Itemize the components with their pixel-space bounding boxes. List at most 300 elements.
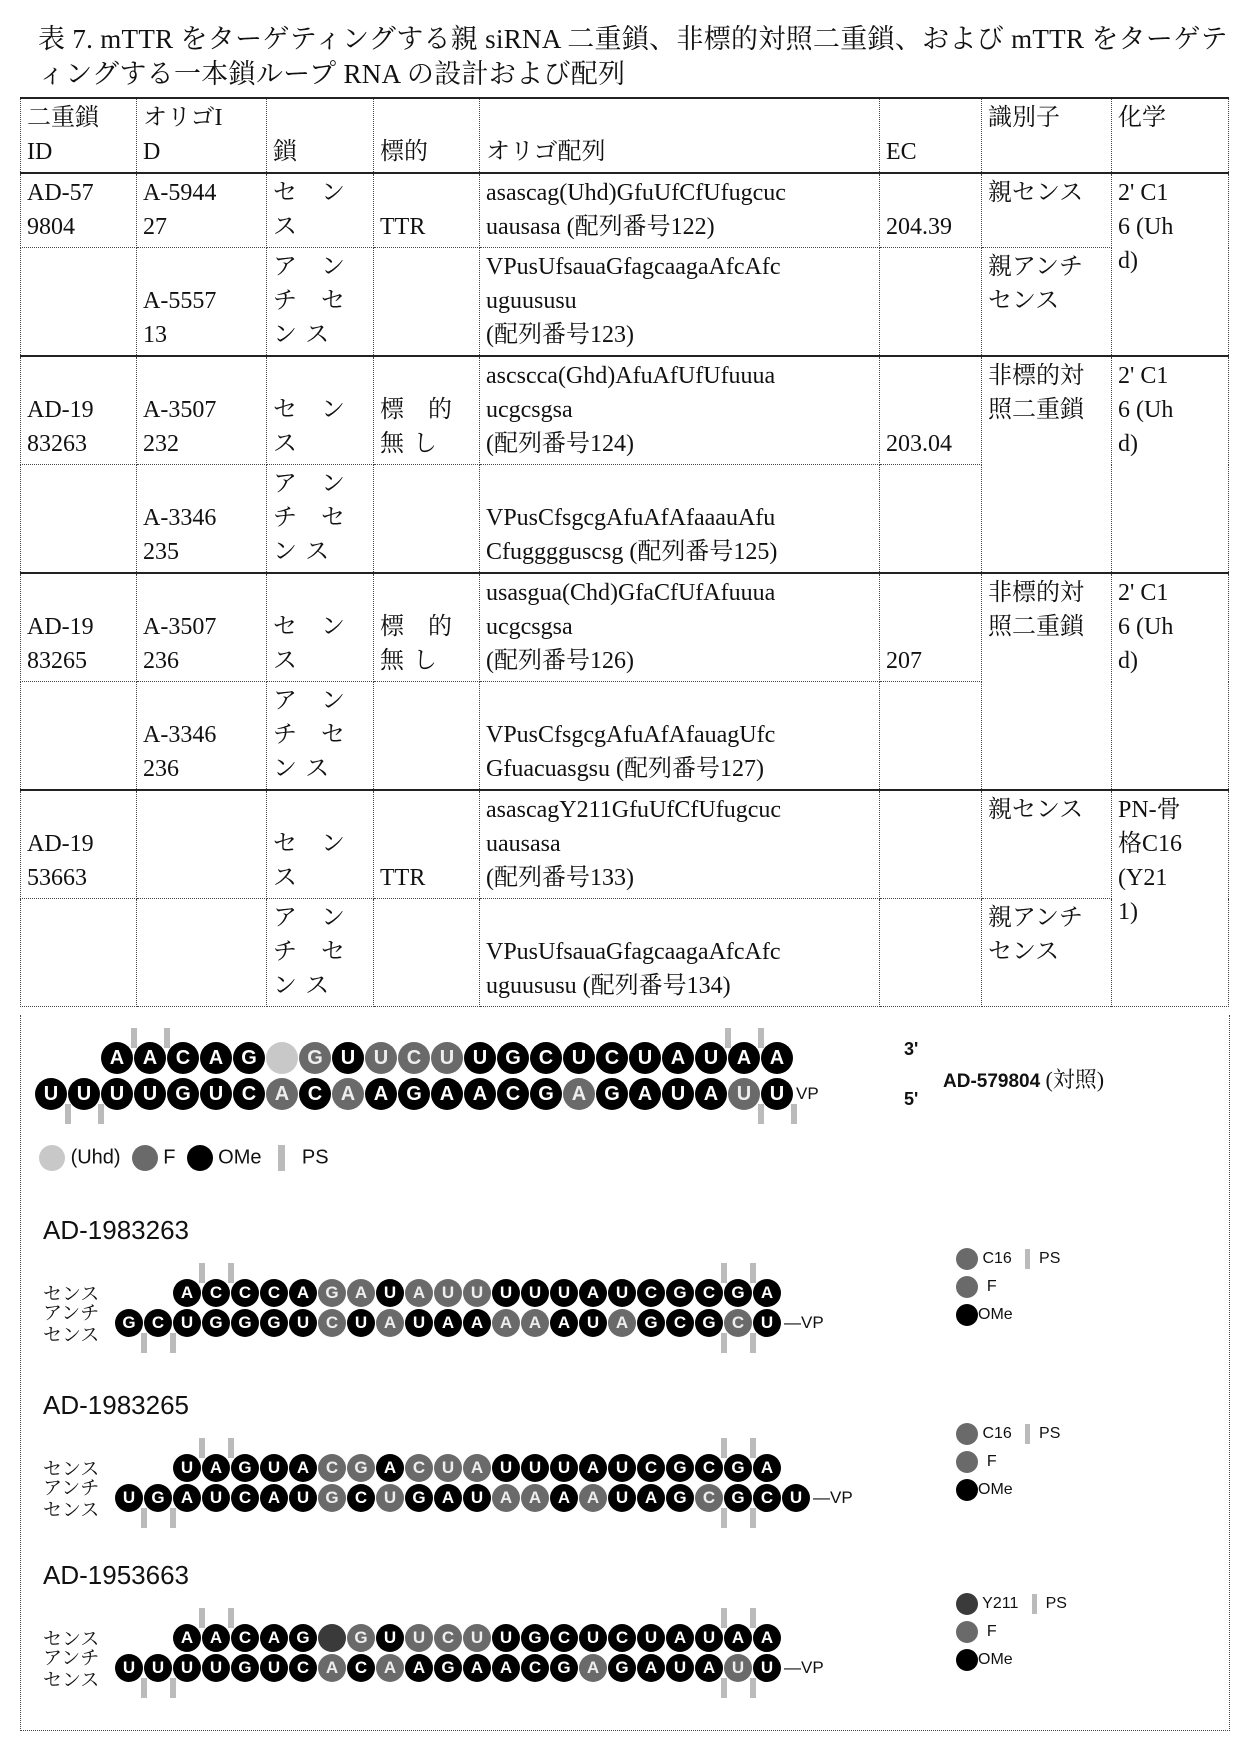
nucleotide: A <box>637 1484 665 1512</box>
sense-label: センス <box>43 1629 100 1650</box>
strand-cell: ア ン チ セ ンス <box>267 248 374 357</box>
nucleotide: G <box>318 1279 346 1307</box>
sequence-cell: VPusCfsgcgAfuAfAfauagUfc Gfuacuasgsu (配列番号127) <box>480 682 880 791</box>
ec-cell <box>880 248 982 357</box>
three-prime-label: 3' <box>904 1039 919 1059</box>
ps-linkage-icon <box>141 1333 147 1353</box>
target-cell: 標 的 無し <box>374 573 480 682</box>
header-sequence: オリゴ配列 <box>480 98 880 173</box>
nucleotide: U <box>492 1624 520 1652</box>
ps-legend-icon <box>1025 1249 1030 1269</box>
nucleotide: G <box>260 1309 288 1337</box>
sense-label: センス <box>43 1284 100 1305</box>
nucleotide: U <box>289 1484 317 1512</box>
nucleotide: U <box>464 1042 496 1074</box>
nucleotide: C <box>530 1042 562 1074</box>
nucleotide: C <box>167 1042 199 1074</box>
duplex-id-cell <box>21 465 137 574</box>
ps-linkage-icon <box>750 1263 756 1283</box>
nucleotide: U <box>724 1654 752 1682</box>
nucleotide: A <box>608 1309 636 1337</box>
nucleotide: C <box>724 1309 752 1337</box>
table-caption: 表 7. mTTR をターゲティングする親 siRNA 二重鎖、非標的対照二重鎖、および mTTR をターゲティングする一本鎖ループ RNA の設計および配列 <box>38 24 1228 89</box>
table-row <box>21 248 1229 357</box>
nucleotide: G <box>724 1454 752 1482</box>
nucleotide: C <box>695 1279 723 1307</box>
legend-label: Y211 <box>982 1595 1019 1612</box>
nucleotide: U <box>200 1078 232 1110</box>
nucleotide: A <box>761 1042 793 1074</box>
nucleotide: G <box>318 1484 346 1512</box>
nucleotide: G <box>347 1624 375 1652</box>
ps-linkage-icon <box>141 1508 147 1528</box>
sequence-cell: VPusUfsauaGfagcaagaAfcAfc uguususu (配列番号134) <box>480 899 880 1007</box>
nucleotide: G <box>299 1042 331 1074</box>
strand-cell: セ ン ス <box>267 356 374 465</box>
nucleotide: A <box>492 1309 520 1337</box>
nucleotide: C <box>695 1484 723 1512</box>
table-header <box>21 98 1229 173</box>
nucleotide: G <box>167 1078 199 1110</box>
nucleotide: U <box>332 1042 364 1074</box>
nucleotide: U <box>35 1078 67 1110</box>
ec-cell <box>880 790 982 899</box>
nucleotide: U <box>115 1654 143 1682</box>
nucleotide: A <box>405 1654 433 1682</box>
nucleotide: U <box>637 1624 665 1652</box>
fluoro-legend-icon <box>956 1621 978 1643</box>
nucleotide: U <box>761 1078 793 1110</box>
nucleotide: U <box>173 1454 201 1482</box>
identifier-cell: 親センス <box>982 790 1112 899</box>
five-prime-label: 5' <box>904 1089 919 1109</box>
nucleotide: A <box>463 1454 491 1482</box>
ps-linkage-icon <box>141 1678 147 1698</box>
ps-linkage-icon <box>199 1263 205 1283</box>
nucleotide: A <box>695 1078 727 1110</box>
ps-linkage-icon <box>170 1678 176 1698</box>
nucleotide: A <box>666 1624 694 1652</box>
duplex-id-cell: AD-19 83265 <box>21 573 137 682</box>
nucleotide: U <box>563 1042 595 1074</box>
oligo-id-cell: A-5557 13 <box>137 248 267 357</box>
duplex-id-cell <box>21 682 137 791</box>
sequence-cell: VPusCfsgcgAfuAfAfaaauAfu Cfugggguscsg (配列番号125) <box>480 465 880 574</box>
target-cell <box>374 465 480 574</box>
strand-cell: セ ン ス <box>267 573 374 682</box>
legend-label: PS <box>301 1146 329 1169</box>
ps-linkage-icon <box>721 1678 727 1698</box>
ps-linkage-icon <box>750 1438 756 1458</box>
nucleotide: A <box>434 1309 462 1337</box>
nucleotide: A <box>753 1624 781 1652</box>
header-target: 標的 <box>374 98 480 173</box>
ps-linkage-icon <box>721 1333 727 1353</box>
header-chemistry: 化学 <box>1112 98 1229 173</box>
duplex-id-cell: AD-19 83263 <box>21 356 137 465</box>
nucleotide: A <box>579 1454 607 1482</box>
modification-legend <box>956 1590 1067 1674</box>
nucleotide: U <box>405 1309 433 1337</box>
nucleotide: G <box>724 1484 752 1512</box>
ps-linkage-icon <box>791 1104 797 1124</box>
nucleotide: C <box>144 1309 172 1337</box>
target-cell: 標 的 無し <box>374 356 480 465</box>
nucleotide: A <box>550 1309 578 1337</box>
antisense-strand <box>115 1652 824 1684</box>
sequence-cell: usasgua(Chd)GfaCfUfAfuuua ucgcsgsa (配列番号126) <box>480 573 880 682</box>
nucleotide: U <box>695 1042 727 1074</box>
legend-label: C16 <box>982 1250 1012 1267</box>
ps-linkage-icon <box>750 1678 756 1698</box>
duplex-title: AD-1983263 <box>43 1215 189 1245</box>
oligo-id-cell: A-3507 236 <box>137 573 267 682</box>
duplex-id-cell <box>21 248 137 357</box>
chemistry-cell: 2' C1 6 (Uh d) <box>1112 173 1229 356</box>
strand-cell: セ ン ス <box>267 173 374 248</box>
ome-legend-icon <box>956 1649 978 1671</box>
nucleotide: A <box>431 1078 463 1110</box>
nucleotide: U <box>289 1309 317 1337</box>
legend-label: PS <box>1039 1425 1061 1442</box>
nucleotide: U <box>134 1078 166 1110</box>
nucleotide: A <box>550 1484 578 1512</box>
chemistry-cell: PN-骨 格C16 (Y21 1) <box>1112 790 1229 1007</box>
nucleotide: G <box>550 1654 578 1682</box>
nucleotide: A <box>347 1279 375 1307</box>
legend-label: (Uhd) <box>70 1146 121 1169</box>
ec-cell <box>880 899 982 1007</box>
nucleotide: U <box>101 1078 133 1110</box>
control-sense-strand <box>101 1042 794 1074</box>
header-duplex-id: 二重鎖 ID <box>21 98 137 173</box>
nucleotide: A <box>629 1078 661 1110</box>
nucleotide: U <box>434 1279 462 1307</box>
nucleotide: U <box>550 1454 578 1482</box>
ec-cell: 207 <box>880 573 982 682</box>
identifier-cell: 親アンチ センス <box>982 899 1112 1007</box>
nucleotide: A <box>579 1484 607 1512</box>
nucleotide: U <box>173 1654 201 1682</box>
ps-linkage-icon <box>750 1508 756 1528</box>
nucleotide: U <box>144 1654 172 1682</box>
nucleotide: A <box>202 1454 230 1482</box>
ps-linkage-icon <box>98 1104 104 1124</box>
nucleotide: A <box>173 1279 201 1307</box>
duplex-panel-ad-1983265 <box>21 1390 1221 1560</box>
chemistry-cell: 2' C1 6 (Uh d) <box>1112 573 1229 790</box>
nucleotide: C <box>231 1279 259 1307</box>
nucleotide: C <box>550 1624 578 1652</box>
sequence-cell: ascscca(Ghd)AfuAfUfUfuuua ucgcsgsa (配列番号124) <box>480 356 880 465</box>
header-identifier: 識別子 <box>982 98 1112 173</box>
identifier-cell: 非標的対 照二重鎖 <box>982 356 1112 573</box>
nucleotide: G <box>521 1624 549 1652</box>
nucleotide: G <box>724 1279 752 1307</box>
nucleotide: A <box>260 1624 288 1652</box>
control-duplex-title: AD-579804 (対照) <box>943 1067 1105 1092</box>
nucleotide: U <box>115 1484 143 1512</box>
legend-label: F <box>163 1146 176 1169</box>
nucleotide: A <box>579 1279 607 1307</box>
oligo-id-cell <box>137 899 267 1007</box>
nucleotide: U <box>579 1309 607 1337</box>
antisense-strand <box>115 1307 824 1339</box>
nucleotide: A <box>724 1624 752 1652</box>
nucleotide: U <box>202 1654 230 1682</box>
nucleotide: G <box>405 1484 433 1512</box>
nucleotide: G <box>497 1042 529 1074</box>
nucleotide: U <box>608 1279 636 1307</box>
oligo-id-cell: A-3507 232 <box>137 356 267 465</box>
sense-strand <box>173 1277 782 1309</box>
ps-linkage-icon <box>721 1438 727 1458</box>
chemistry-cell: 2' C1 6 (Uh d) <box>1112 356 1229 573</box>
nucleotide: C <box>637 1279 665 1307</box>
ps-linkage-icon <box>721 1263 727 1283</box>
nucleotide: U <box>260 1454 288 1482</box>
nucleotide: A <box>563 1078 595 1110</box>
nucleotide: U <box>550 1279 578 1307</box>
header-ec: EC <box>880 98 982 173</box>
identifier-cell: 親アンチ センス <box>982 248 1112 357</box>
vp-label: VP <box>796 1084 819 1103</box>
nucleotide <box>318 1624 346 1652</box>
target-cell: TTR <box>374 790 480 899</box>
nucleotide: G <box>231 1309 259 1337</box>
nucleotide: A <box>260 1484 288 1512</box>
duplex-id-cell: AD-57 9804 <box>21 173 137 248</box>
nucleotide: A <box>464 1078 496 1110</box>
ome-legend-icon <box>187 1145 213 1171</box>
nucleotide: C <box>260 1279 288 1307</box>
nucleotide: A <box>637 1654 665 1682</box>
ps-linkage-icon <box>721 1608 727 1628</box>
modification-legend <box>956 1420 1060 1504</box>
legend-label: PS <box>1045 1595 1067 1612</box>
nucleotide: G <box>231 1454 259 1482</box>
nucleotide: G <box>144 1484 172 1512</box>
sequence-cell: asascag(Uhd)GfuUfCfUfugcuc uausasa (配列番号122) <box>480 173 880 248</box>
nucleotide: U <box>521 1454 549 1482</box>
nucleotide: G <box>289 1624 317 1652</box>
nucleotide: U <box>753 1309 781 1337</box>
strand-cell: ア ン チ セ ンス <box>267 682 374 791</box>
nucleotide: C <box>347 1654 375 1682</box>
nucleotide: U <box>662 1078 694 1110</box>
ps-linkage-icon <box>725 1028 731 1048</box>
duplex-id-cell <box>21 899 137 1007</box>
nucleotide: U <box>463 1279 491 1307</box>
nucleotide: A <box>376 1654 404 1682</box>
target-cell <box>374 248 480 357</box>
table-row <box>21 899 1229 1007</box>
nucleotide: G <box>233 1042 265 1074</box>
control-antisense-strand <box>35 1078 819 1110</box>
nucleotide: A <box>365 1078 397 1110</box>
nucleotide: A <box>521 1484 549 1512</box>
uhd-legend-icon <box>39 1145 65 1171</box>
nucleotide: U <box>405 1624 433 1652</box>
fluoro-legend-icon <box>956 1451 978 1473</box>
nucleotide: G <box>666 1484 694 1512</box>
ps-legend-icon <box>1032 1594 1037 1614</box>
nucleotide: U <box>728 1078 760 1110</box>
ps-linkage-icon <box>199 1608 205 1628</box>
nucleotide: U <box>521 1279 549 1307</box>
duplex-diagram-figure <box>20 1015 1230 1731</box>
nucleotide: G <box>637 1309 665 1337</box>
antisense-label: アンチ センス <box>43 1648 100 1691</box>
nucleotide: C <box>753 1484 781 1512</box>
nucleotide: A <box>492 1654 520 1682</box>
nucleotide: C <box>434 1624 462 1652</box>
legend-label: OMe <box>978 1651 1013 1668</box>
nucleotide: A <box>728 1042 760 1074</box>
nucleotide: G <box>115 1309 143 1337</box>
sense-strand <box>173 1622 782 1654</box>
nucleotide: A <box>318 1654 346 1682</box>
c16-legend-icon <box>956 1423 978 1445</box>
c16-legend-icon <box>956 1593 978 1615</box>
nucleotide: G <box>347 1454 375 1482</box>
nucleotide: C <box>231 1484 259 1512</box>
nucleotide: C <box>231 1624 259 1652</box>
vp-label: —VP <box>784 1313 824 1332</box>
ps-linkage-icon <box>750 1608 756 1628</box>
identifier-cell: 親センス <box>982 173 1112 248</box>
ec-cell: 203.04 <box>880 356 982 465</box>
ec-cell <box>880 682 982 791</box>
nucleotide: U <box>376 1624 404 1652</box>
strand-cell: ア ン チ セ ンス <box>267 899 374 1007</box>
nucleotide: U <box>753 1654 781 1682</box>
nucleotide: G <box>434 1654 462 1682</box>
duplex-panel-ad-1983263 <box>21 1215 1221 1385</box>
nucleotide: C <box>347 1484 375 1512</box>
ps-linkage-icon <box>228 1438 234 1458</box>
target-cell <box>374 899 480 1007</box>
nucleotide: U <box>173 1309 201 1337</box>
nucleotide: C <box>398 1042 430 1074</box>
sequence-cell: asascagY211GfuUfCfUfugcuc uausasa (配列番号133) <box>480 790 880 899</box>
nucleotide: A <box>101 1042 133 1074</box>
nucleotide: G <box>666 1279 694 1307</box>
strand-cell: ア ン チ セ ンス <box>267 465 374 574</box>
sequence-cell: VPusUfsauaGfagcaagaAfcAfc uguususu (配列番号123) <box>480 248 880 357</box>
nucleotide: C <box>608 1624 636 1652</box>
nucleotide: A <box>463 1654 491 1682</box>
nucleotide: A <box>134 1042 166 1074</box>
nucleotide: A <box>266 1078 298 1110</box>
nucleotide: A <box>200 1042 232 1074</box>
nucleotide: C <box>695 1454 723 1482</box>
legend-label: OMe <box>978 1306 1013 1323</box>
ps-linkage-icon <box>131 1028 137 1048</box>
legend-label: C16 <box>982 1425 1012 1442</box>
nucleotide: A <box>332 1078 364 1110</box>
header-strand: 鎖 <box>267 98 374 173</box>
oligo-id-cell: A-3346 236 <box>137 682 267 791</box>
legend-label: F <box>986 1623 997 1640</box>
antisense-label: アンチ センス <box>43 1303 100 1346</box>
legend-label: OMe <box>978 1481 1013 1498</box>
ps-linkage-icon <box>170 1508 176 1528</box>
ps-linkage-icon <box>65 1104 71 1124</box>
nucleotide: A <box>753 1279 781 1307</box>
ps-legend-icon <box>1025 1424 1030 1444</box>
sense-strand <box>173 1452 782 1484</box>
nucleotide: C <box>289 1654 317 1682</box>
table-row <box>21 356 1229 465</box>
oligo-id-cell: A-3346 235 <box>137 465 267 574</box>
ps-linkage-icon <box>758 1104 764 1124</box>
duplex-id-cell: AD-19 53663 <box>21 790 137 899</box>
nucleotide: U <box>608 1484 636 1512</box>
nucleotide: G <box>231 1654 259 1682</box>
nucleotide: A <box>695 1654 723 1682</box>
duplex-panel-ad-1953663 <box>21 1560 1221 1730</box>
nucleotide: A <box>376 1454 404 1482</box>
antisense-label: アンチ センス <box>43 1478 100 1521</box>
nucleotide: C <box>666 1309 694 1337</box>
nucleotide: G <box>530 1078 562 1110</box>
nucleotide: A <box>434 1484 462 1512</box>
nucleotide: U <box>376 1484 404 1512</box>
nucleotide: A <box>173 1624 201 1652</box>
nucleotide: C <box>318 1309 346 1337</box>
nucleotide: C <box>497 1078 529 1110</box>
nucleotide <box>266 1042 298 1074</box>
nucleotide: G <box>596 1078 628 1110</box>
nucleotide: U <box>463 1624 491 1652</box>
nucleotide: A <box>662 1042 694 1074</box>
nucleotide: U <box>431 1042 463 1074</box>
ome-legend-icon <box>956 1479 978 1501</box>
nucleotide: U <box>376 1279 404 1307</box>
ps-linkage-icon <box>199 1438 205 1458</box>
nucleotide: U <box>782 1484 810 1512</box>
header-oligo-id: オリゴI D <box>137 98 267 173</box>
target-cell <box>374 682 480 791</box>
ps-linkage-icon <box>228 1263 234 1283</box>
ps-linkage-icon <box>164 1028 170 1048</box>
legend-label: F <box>986 1453 997 1470</box>
vp-label: —VP <box>784 1658 824 1677</box>
antisense-strand <box>115 1482 853 1514</box>
table-row <box>21 790 1229 899</box>
ps-linkage-icon <box>758 1028 764 1048</box>
nucleotide: G <box>666 1454 694 1482</box>
nucleotide: A <box>289 1279 317 1307</box>
nucleotide: G <box>398 1078 430 1110</box>
nucleotide: U <box>492 1454 520 1482</box>
fluoro-legend-icon <box>956 1276 978 1298</box>
ps-linkage-icon <box>750 1333 756 1353</box>
nucleotide: A <box>753 1454 781 1482</box>
nucleotide: U <box>666 1654 694 1682</box>
nucleotide: A <box>202 1624 230 1652</box>
sequence-table <box>20 97 1229 1007</box>
legend-label: OMe <box>218 1146 262 1169</box>
nucleotide: U <box>68 1078 100 1110</box>
modification-legend <box>956 1245 1060 1329</box>
strand-cell: セ ン ス <box>267 790 374 899</box>
fluoro-legend-icon <box>132 1145 158 1171</box>
nucleotide: U <box>695 1624 723 1652</box>
ps-legend-icon <box>278 1145 285 1171</box>
nucleotide: U <box>608 1454 636 1482</box>
